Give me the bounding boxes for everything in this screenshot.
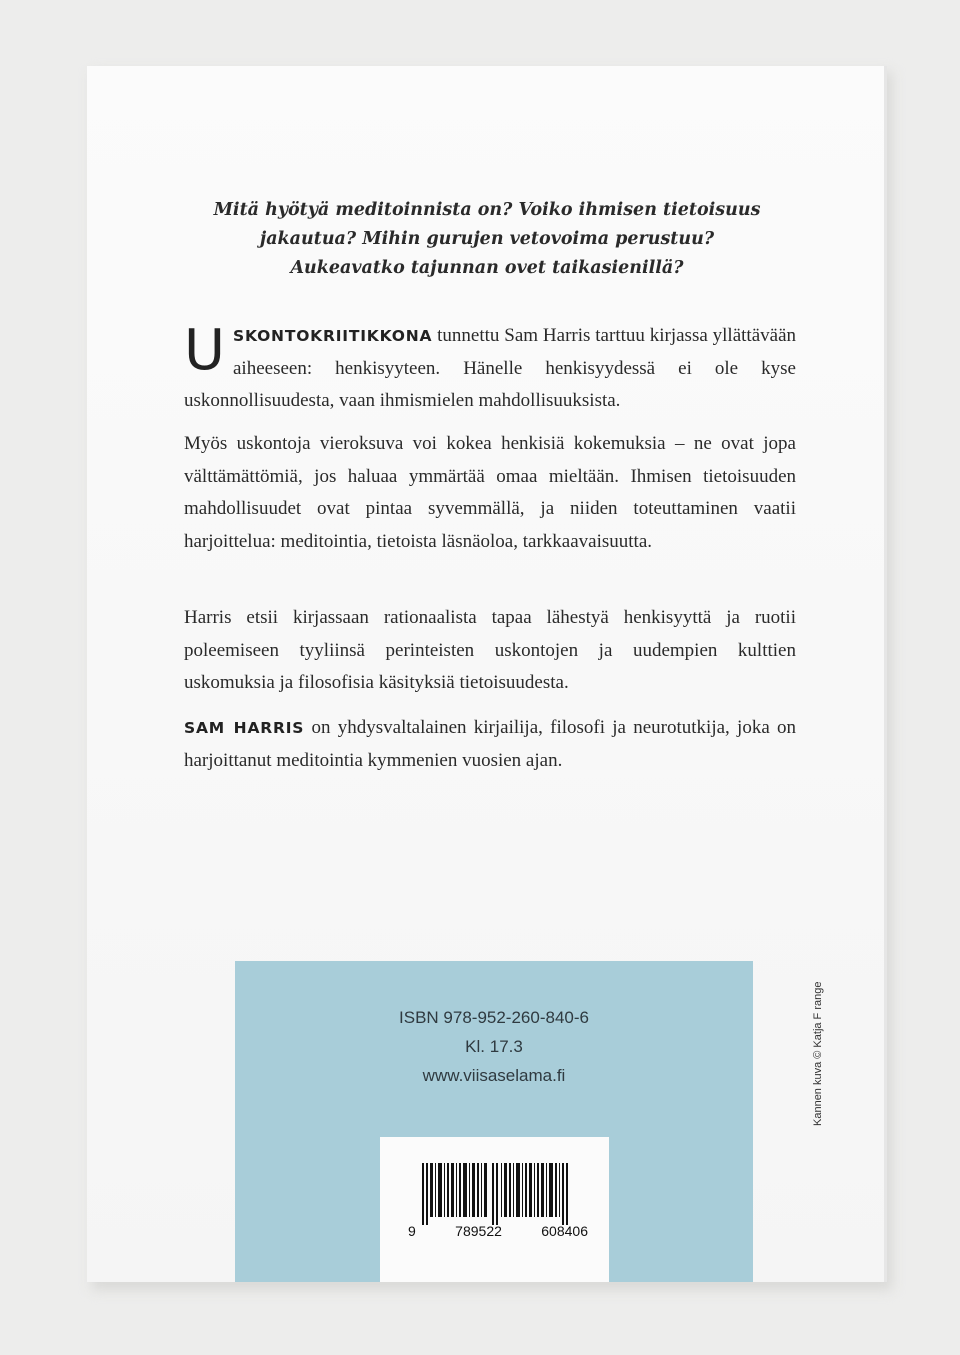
isbn: ISBN 978-952-260-840-6 [399,1008,589,1027]
intro-lead-word: SKONTOKRIITIKKONA [233,327,433,345]
publisher-website: www.viisaselama.fi [422,1066,566,1085]
barcode-first-digit: 9 [408,1223,416,1239]
paragraph-harris-approach [184,602,796,700]
library-classification: Kl. 17.3 [465,1037,523,1056]
barcode-left-group: 789522 [455,1223,502,1239]
tagline-line-1: Mitä hyötyä meditoinnista on? Voiko ihmisen tietoisuus [213,200,761,220]
barcode-label [380,1137,609,1282]
paragraph-intro [184,320,796,418]
barcode-right-group: 608406 [541,1223,588,1239]
drop-cap: U [184,318,225,383]
publication-info-panel [235,961,753,1282]
tagline-line-2: jakautua? Mihin gurujen vetovoima perustuu? [259,229,715,249]
cover-photo-credit: Kannen kuva © Katja F range [812,981,824,1126]
author-bio-text: on yhdysvaltalainen kirjailija, filosofi ja neurotutkija, joka on harjoittanut meditointia kymmenien vuosien ajan. [184,717,797,771]
barcode-icon [422,1163,572,1225]
approach-text: Harris etsii kirjassaan rationaalista tapaa lähestyä henkisyyttä ja ruotii poleemiseen tyyliinsä perinteisten uskontojen ja uudempien kulttien uskomuksia ja filosofisia käsityksiä tietoisuudesta. [184,607,796,694]
paragraph-author-bio [184,712,796,777]
intro-text: tunnettu Sam Harris tarttuu kirjassa yllättävään aiheeseen: henkisyyteen. Hänelle henkisyydessä ei ole kyse uskonnollisuudesta, vaan ihmismielen mahdollisuuksista. [184,325,796,412]
book-back-cover [87,66,887,1282]
experience-text: Myös uskontoja vieroksuva voi kokea henkisiä kokemuksia – ne ovat jopa välttämättömiä, jos haluaa ymmärtää omaa mieltään. Ihmisen tietoisuuden mahdollisuudet ovat pintaa syvemmällä, ja niiden toteuttaminen vaatii harjoittelua: meditointia, tietoista läsnäoloa, tarkkaavaisuutta. [184,433,796,553]
tagline-line-3: Aukeavatko tajunnan ovet taikasienillä? [290,258,684,278]
paragraph-experience [184,428,796,559]
tagline [187,196,787,283]
barcode-digits [408,1223,588,1239]
author-name: SAM HARRIS [184,719,305,737]
